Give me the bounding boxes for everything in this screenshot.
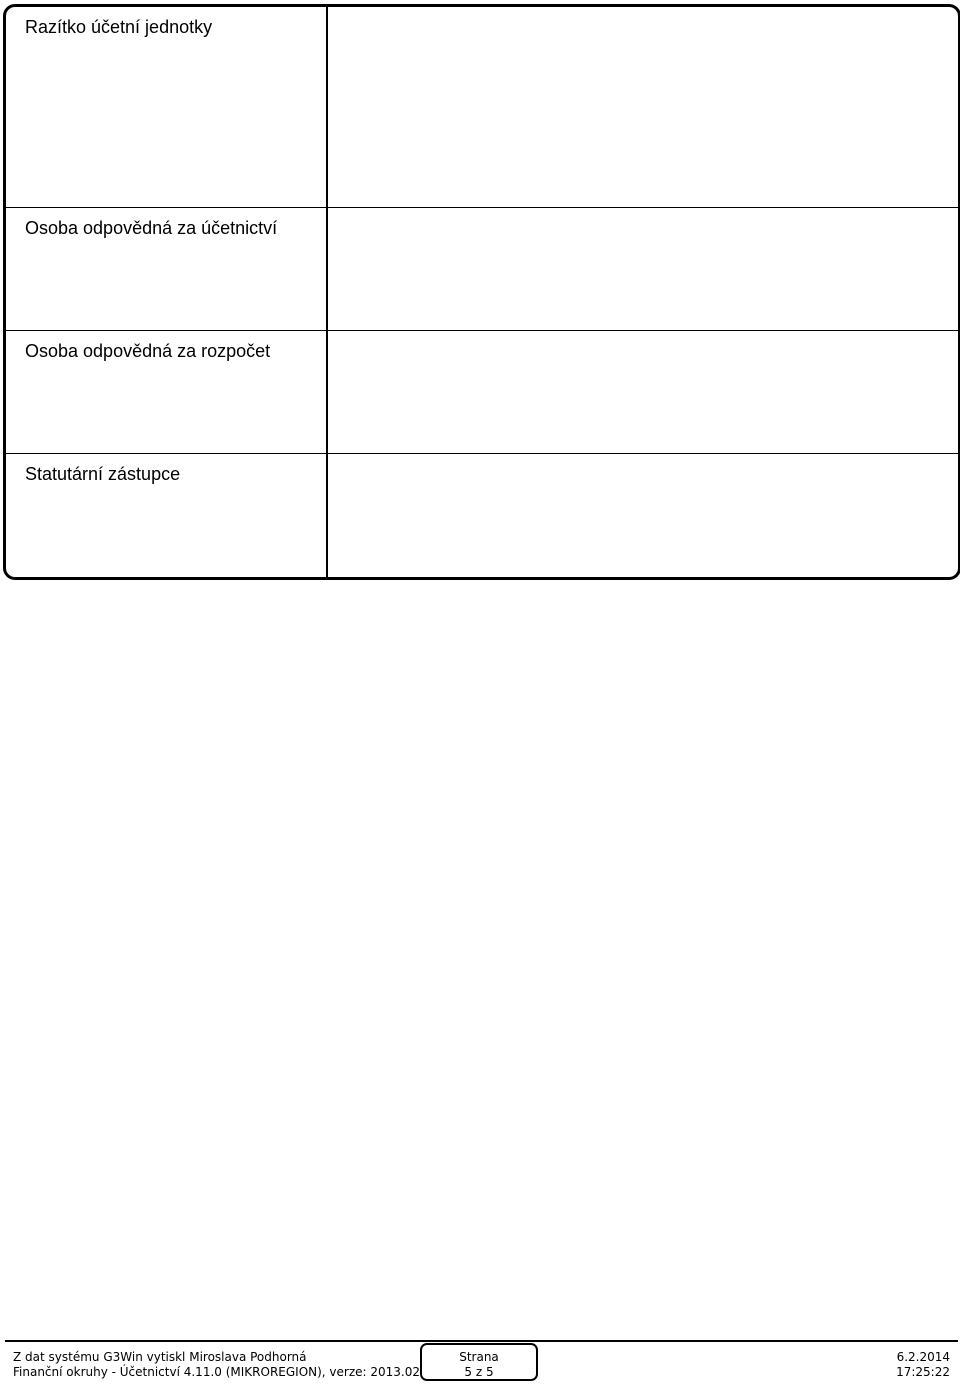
signature-row-stamp [6, 7, 958, 207]
stamp-label: Razítko účetní jednotky [25, 17, 213, 37]
signature-row-budget [6, 330, 958, 453]
footer-time: 17:25:22 [896, 1365, 950, 1379]
stamp-field [326, 7, 958, 207]
signature-row-statutory [6, 453, 958, 577]
accounting-person-label: Osoba odpovědná za účetnictví [25, 218, 278, 238]
footer-rule [5, 1340, 958, 1342]
footer-date: 6.2.2014 [896, 1350, 950, 1364]
statutory-representative-label: Statutární zástupce [25, 464, 181, 484]
column-divider [326, 7, 328, 577]
signature-row-accounting [6, 207, 958, 330]
page-label: Strana [459, 1350, 499, 1364]
accounting-signature-field [326, 208, 958, 330]
signature-table [3, 4, 960, 580]
footer-application: Finanční okruhy - Účetnictví 4.11.0 (MIKROREGION), verze: 2013.02 [13, 1365, 421, 1379]
budget-signature-field [326, 331, 958, 453]
page-indicator [420, 1343, 538, 1381]
budget-person-label: Osoba odpovědná za rozpočet [25, 341, 271, 361]
page-number: 5 z 5 [464, 1365, 494, 1379]
footer-printed-by: Z dat systému G3Win vytiskl Miroslava Podhorná [13, 1350, 307, 1364]
statutory-signature-field [326, 454, 958, 577]
